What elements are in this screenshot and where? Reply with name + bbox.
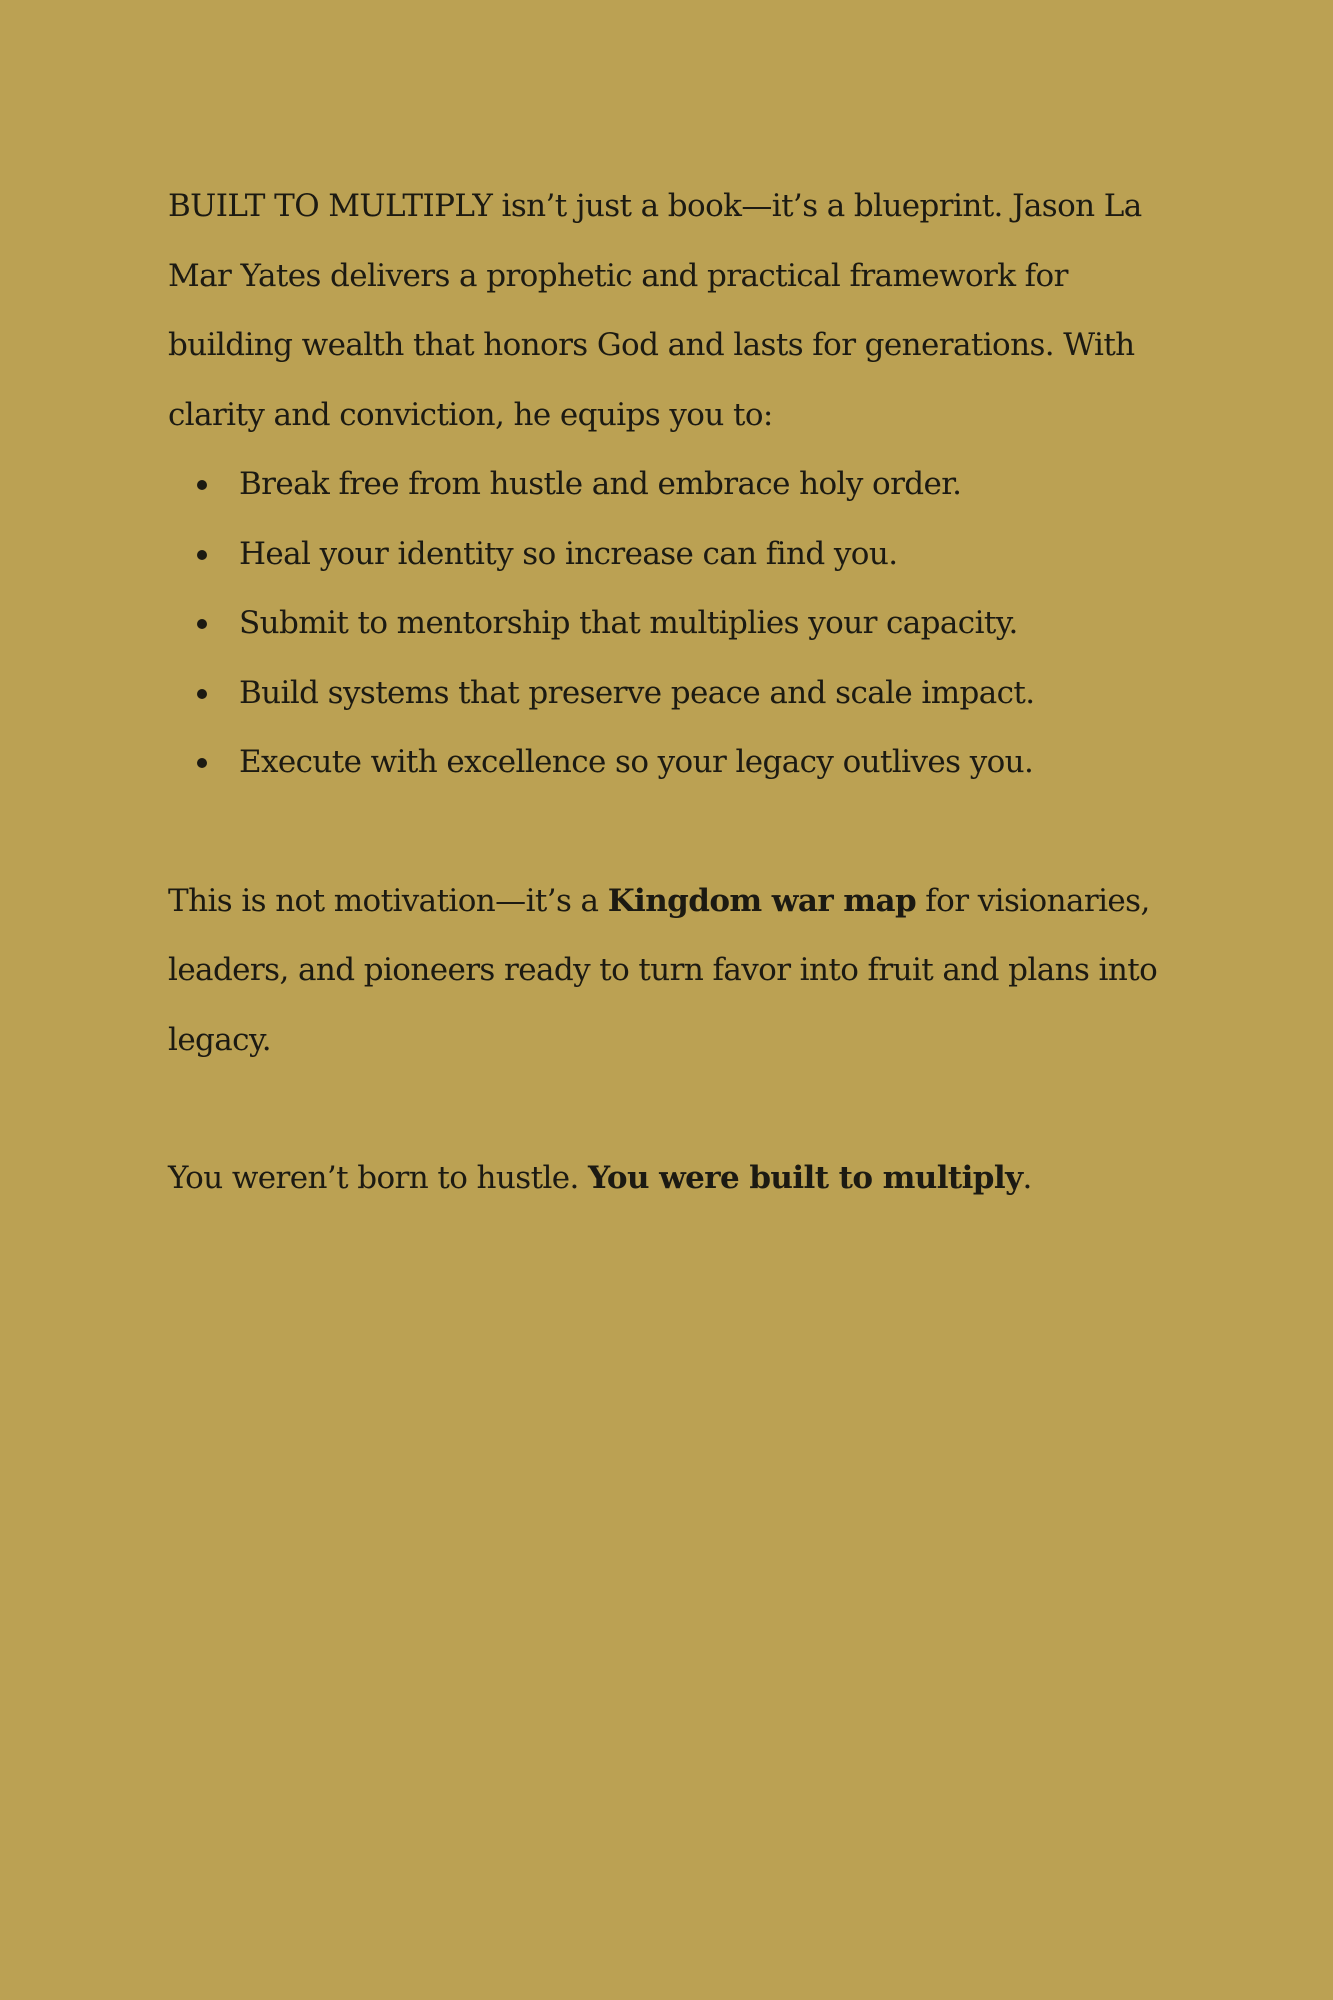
- list-item-text: Heal your identity so increase can find you.: [239, 535, 898, 572]
- war-map-text-after: for visionaries, leaders, and pioneers ready to turn favor into fruit and plans into legacy.: [168, 882, 1158, 1058]
- blurb: [168, 172, 1178, 1214]
- list-item: [168, 659, 1178, 729]
- bullet-icon: [197, 619, 207, 629]
- bullet-icon: [197, 480, 207, 490]
- intro-paragraph: [168, 172, 1178, 450]
- list-item: [168, 520, 1178, 590]
- list-item-text: Submit to mentorship that multiplies your capacity.: [239, 605, 1018, 641]
- spacer: [168, 798, 1178, 867]
- closing-line: [168, 1144, 1178, 1214]
- war-map-paragraph: [168, 867, 1178, 1076]
- intro-text: isn’t just a book—it’s a blueprint. Jason La Mar Yates delivers a prophetic and practical framework for building wealth that honors God and lasts for generations. With clarity and conviction, he equips you to:: [168, 188, 1142, 433]
- bullet-icon: [197, 689, 207, 699]
- benefits-list: [168, 450, 1178, 798]
- closing-emphasis: You were built to multiply: [588, 1160, 1023, 1196]
- closing-text-after: .: [1022, 1160, 1032, 1196]
- list-item-text: Break free from hustle and embrace holy order.: [239, 466, 962, 502]
- list-item: [168, 589, 1178, 659]
- war-map-text-before: This is not motivation—it’s a: [168, 882, 608, 919]
- list-item-text: Execute with excellence so your legacy outlives you.: [239, 744, 1034, 780]
- book-title: BUILT TO MULTIPLY: [168, 188, 493, 224]
- list-item: [168, 450, 1178, 520]
- closing-text-before: You weren’t born to hustle.: [168, 1160, 589, 1196]
- bullet-icon: [197, 758, 207, 768]
- list-item: [168, 728, 1178, 798]
- list-item-text: Build systems that preserve peace and scale impact.: [239, 674, 1035, 711]
- war-map-emphasis: Kingdom war map: [607, 882, 917, 919]
- spacer: [168, 1075, 1178, 1144]
- bullet-icon: [197, 550, 207, 560]
